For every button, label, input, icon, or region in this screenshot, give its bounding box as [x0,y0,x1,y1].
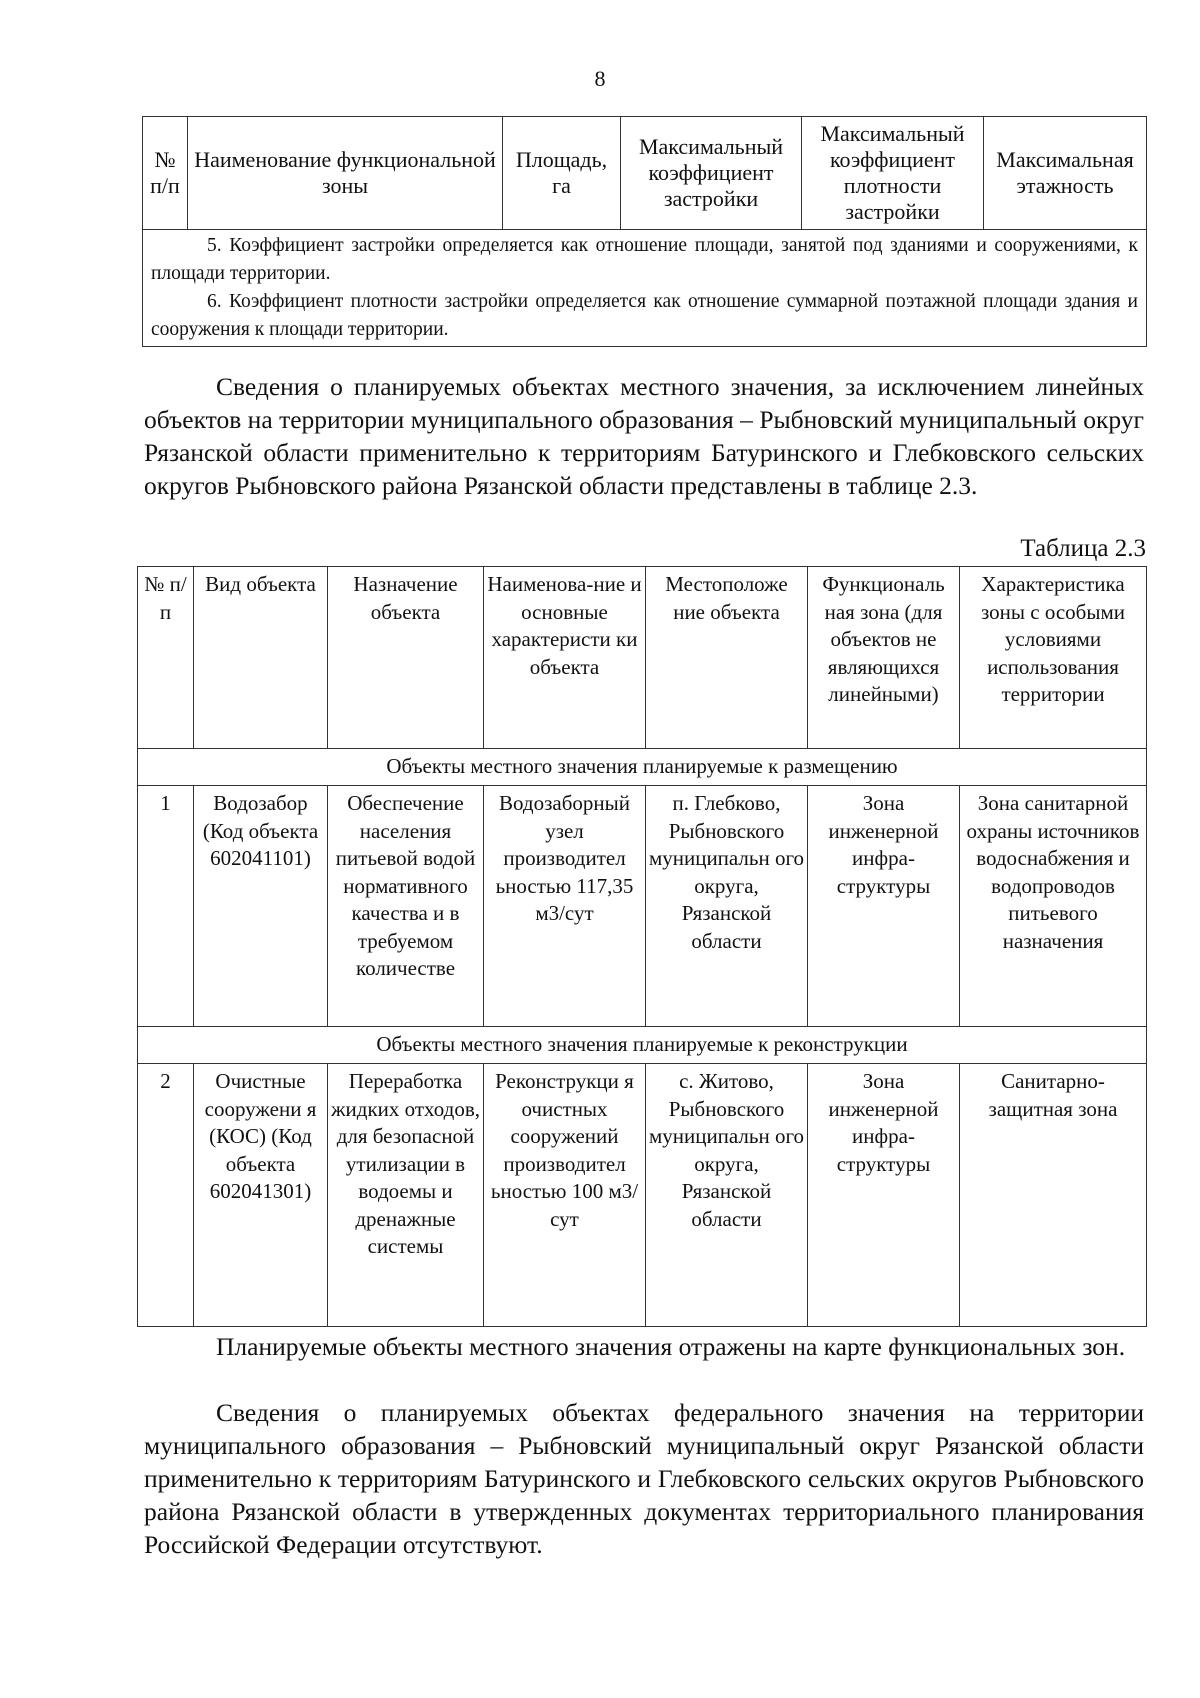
object-location: п. Глебково, Рыбновского муниципальн ого округа, Рязанской области [646,786,808,1027]
header-cell: Наименова-ние и основные характеристи ки объекта [484,567,646,749]
object-type: Водозабор (Код объекта 602041101) [194,786,328,1027]
functional-zone: Зона инженерной инфра-структуры [808,1064,960,1327]
page-number: 8 [594,66,606,91]
table-row [138,786,1147,1027]
header-cell: Местоположе ние объекта [646,567,808,749]
paragraph-intro: Сведения о планируемых объектах местного значения, за исключением линейных объектов на территории муниципального образования – Рыбновский муниципальный округ Рязанской области применительно к территориям Батуринского и Глебковского сельских округов Рыбновского района Рязанской области представлены в таблице 2.3. [144,372,1144,500]
header-cell: Максимальный коэффициент застройки [621,117,802,230]
notes-cell [143,230,1147,347]
section-reconstruction: Объекты местного значения планируемые к реконструкции [138,1027,1147,1064]
object-location: с. Житово, Рыбновского муниципальн ого округа, Рязанской области [646,1064,808,1327]
section-row [138,1027,1147,1064]
header-cell: Площадь, га [503,117,621,230]
functional-zone: Зона инженерной инфра-структуры [808,786,960,1027]
local-objects-table [137,566,1147,1327]
table-notes-row [143,230,1147,347]
section-placement: Объекты местного значения планируемые к размещению [138,749,1147,786]
special-zone: Зона санитарной охраны источников водоснабжения и водопроводов питьевого назначения [960,786,1147,1027]
object-name: Реконструкци я очистных сооружений производител ьностью 100 м3/сут [484,1064,646,1327]
row-number: 1 [138,786,194,1027]
header-cell: Вид объекта [194,567,328,749]
object-purpose: Переработка жидких отходов, для безопасной утилизации в водоемы и дренажные системы [328,1064,484,1327]
object-type: Очистные сооружени я (КОС) (Код объекта 602041301) [194,1064,328,1327]
header-cell: Наименование функциональной зоны [188,117,503,230]
section-row [138,749,1147,786]
table-header-row [143,117,1147,230]
table-header-row [138,567,1147,749]
header-cell: Функциональ ная зона (для объектов не являющихся линейными) [808,567,960,749]
paragraph-federal: Сведения о планируемых объектах федерального значения на территории муниципального образования – Рыбновский муниципальный округ Рязанской области применительно к территориям Батуринского и Глебковского сельских округов Рыбновского района Рязанской области в утвержденных документах территориального планирования Российской Федерации отсутствуют. [144,1398,1144,1559]
special-zone: Санитарно-защитная зона [960,1064,1147,1327]
note-5: 5. Коэффициент застройки определяется как отношение площади, занятой под зданиями и сооружениями, к площади территории. [151,235,1138,284]
row-number: 2 [138,1064,194,1327]
header-cell: Максимальная этажность [984,117,1147,230]
paragraph-map: Планируемые объекты местного значения отражены на карте функциональных зон. [216,1332,1126,1361]
table-caption: Таблица 2.3 [1020,535,1146,562]
functional-zones-table [142,116,1147,347]
header-cell: № п/п [138,567,194,749]
header-cell: № п/п [143,117,188,230]
header-cell: Характеристика зоны с особыми условиями использования территории [960,567,1147,749]
header-cell: Назначение объекта [328,567,484,749]
header-cell: Максимальный коэффициент плотности застройки [802,117,984,230]
object-purpose: Обеспечение населения питьевой водой нормативного качества и в требуемом количестве [328,786,484,1027]
object-name: Водозаборный узел производител ьностью 117,35 м3/сут [484,786,646,1027]
note-6: 6. Коэффициент плотности застройки определяется как отношение суммарной поэтажной площади здания и сооружения к площади территории. [151,291,1138,340]
table-row [138,1064,1147,1327]
